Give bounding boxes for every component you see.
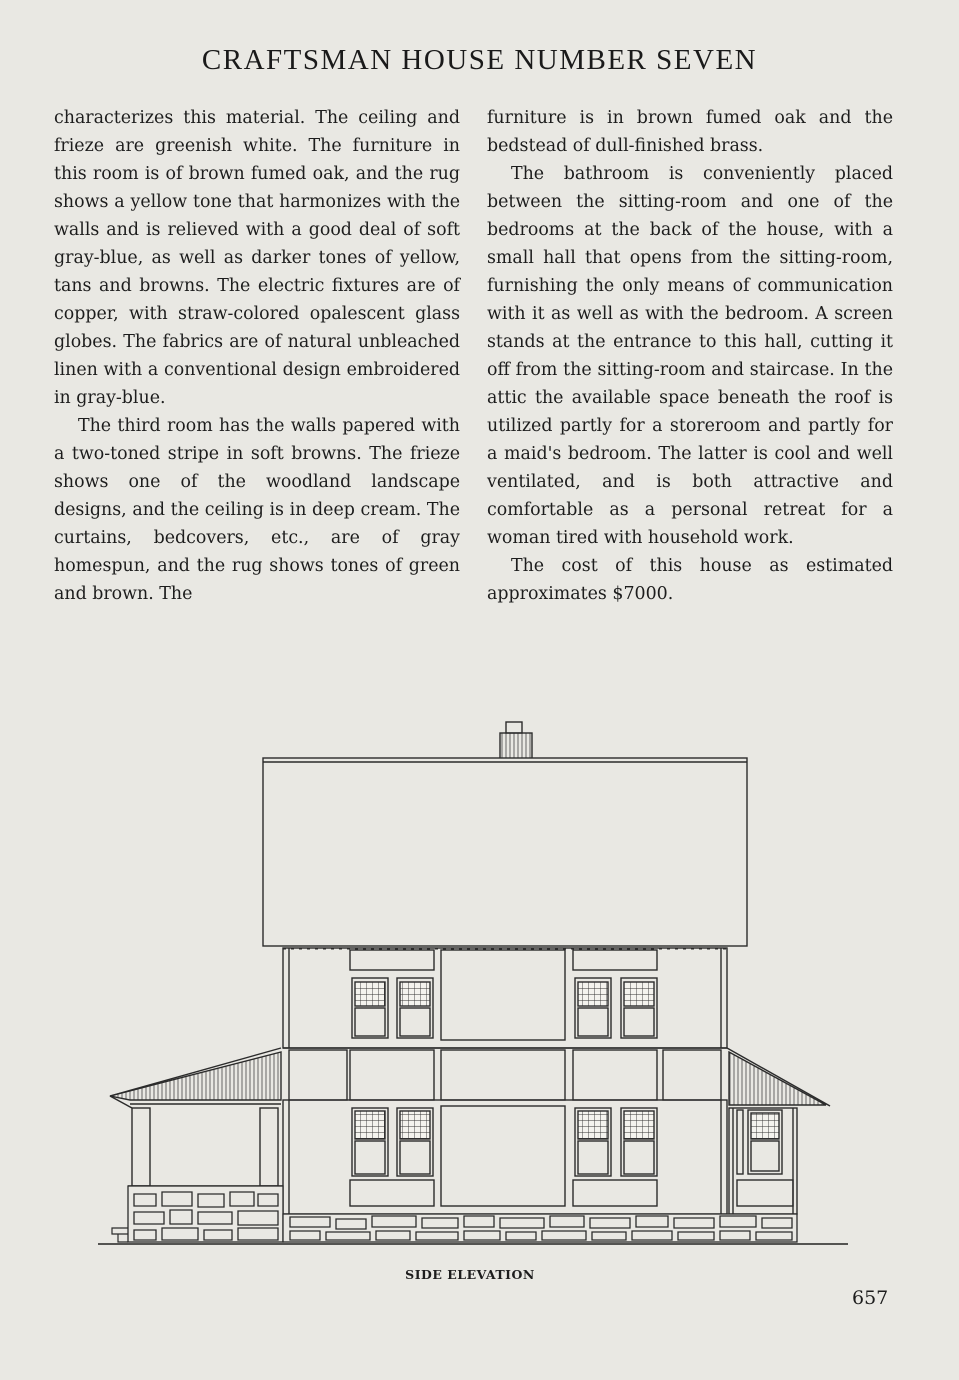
figure-caption: SIDE ELEVATION [405, 1267, 535, 1282]
left-text-column [54, 104, 460, 608]
page-number: 657 [852, 1287, 889, 1309]
side-elevation-drawing [0, 700, 959, 1260]
paragraph: The bathroom is conveniently placed between the sitting-room and one of the bedrooms at the back of the house, with a small hall that opens from the sitting-room, furnishing the only means of communication with it as well as with the bedroom. A screen stands at the entrance to this hall, cutting it off from the sitting-room and staircase. In the attic the available space beneath the roof is utilized partly for a storeroom and partly for a maid's bedroom. The latter is cool and well ventilated, and is both attractive and comfortable as a personal retreat for a woman tired with household work. [487, 164, 893, 548]
right-text-column [487, 104, 893, 608]
paragraph: The cost of this house as estimated approximates $7000. [487, 556, 893, 604]
porch-column [132, 1108, 150, 1186]
main-roof [263, 758, 747, 946]
porch-column [260, 1108, 278, 1186]
chimney-cap [506, 722, 522, 733]
paragraph: The third room has the walls papered with a two-toned stripe in soft browns. The frieze shows one of the woodland landscape designs, and the ceiling is in deep cream. The curtains, bedcovers, etc., are of gray homespun, and the rug shows tones of green and brown. The [54, 416, 460, 604]
page-title: CRAFTSMAN HOUSE NUMBER SEVEN [201, 44, 758, 76]
right-lean-to-roof [729, 1052, 826, 1105]
left-porch-roof [110, 1052, 281, 1100]
paragraph: furniture is in brown fumed oak and the bedstead of dull-finished brass. [487, 108, 893, 156]
paragraph: characterizes this material. The ceiling and frieze are greenish white. The furniture in this room is of brown fumed oak, and the rug shows a yellow tone that harmonizes with the walls and is relieved with a good deal of soft gray-blue, as well as darker tones of yellow, tans and browns. The electric fixtures are of copper, with straw-colored opalescent glass globes. The fabrics are of natural unbleached linen with a conventional design embroidered in gray-blue. [54, 108, 460, 408]
